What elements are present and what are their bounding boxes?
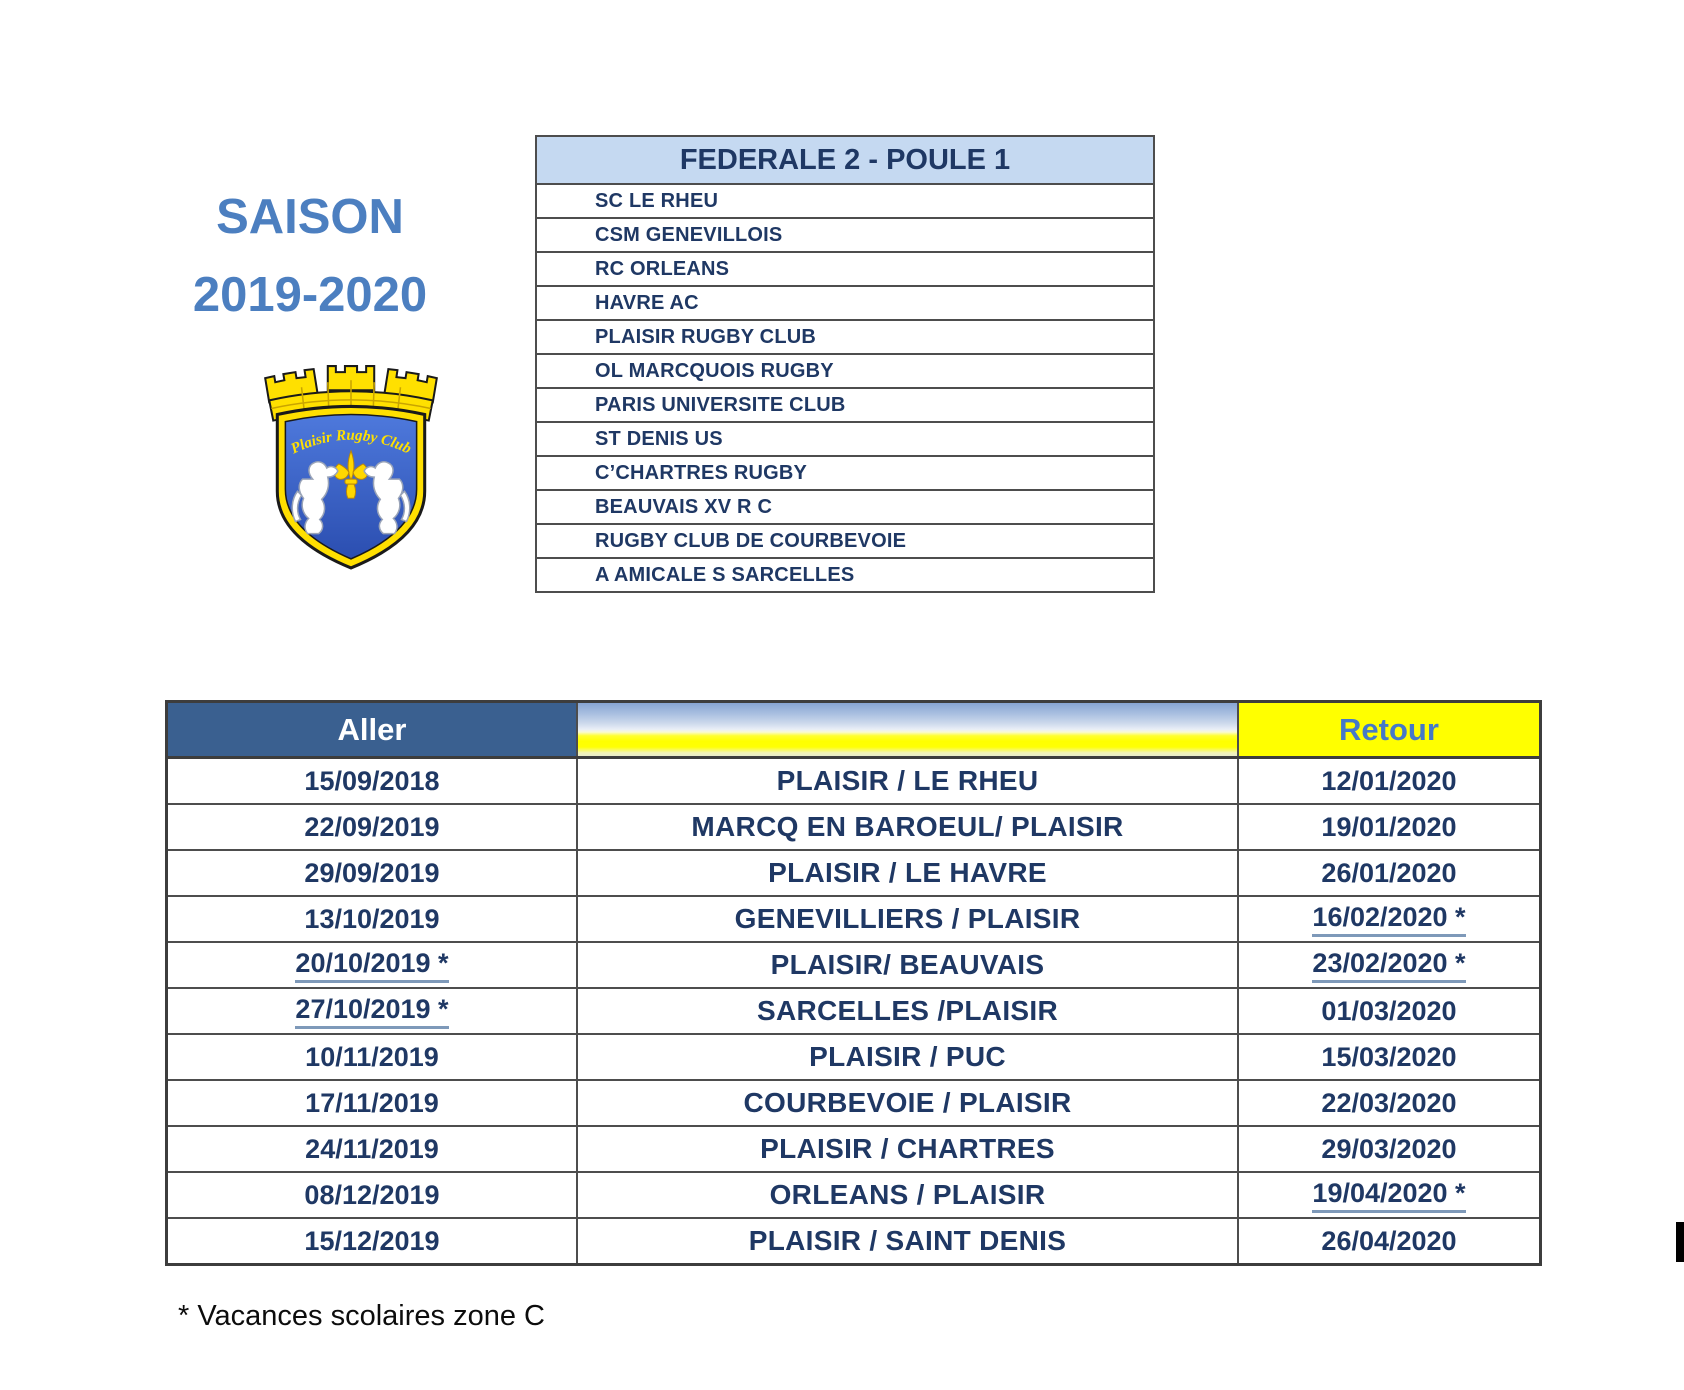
team-name: BEAUVAIS XV R C	[595, 495, 773, 518]
team-name: C’CHARTRES RUGBY	[595, 461, 808, 484]
schedule-table	[165, 700, 1542, 1266]
footnote-vacances: * Vacances scolaires zone C	[178, 1300, 545, 1332]
retour-date: 26/04/2020	[1321, 1225, 1457, 1256]
match-name: GENEVILLIERS / PLAISIR	[578, 897, 1239, 941]
team-name: SC LE RHEU	[595, 189, 719, 212]
retour-date: 19/01/2020	[1321, 811, 1457, 842]
schedule-row	[168, 1173, 1539, 1219]
team-row	[537, 491, 1153, 525]
schedule-body	[168, 759, 1539, 1263]
match-name: SARCELLES /PLAISIR	[578, 989, 1239, 1033]
schedule-row	[168, 851, 1539, 897]
match-column-header	[578, 703, 1239, 756]
poule-team-list	[537, 185, 1153, 591]
season-title-line1: SAISON	[216, 190, 404, 244]
aller-date: 15/12/2019	[168, 1219, 578, 1263]
plaisir-rugby-club-crest	[254, 360, 448, 572]
match-name: PLAISIR/ BEAUVAIS	[578, 943, 1239, 987]
match-name: ORLEANS / PLAISIR	[578, 1173, 1239, 1217]
team-name: A AMICALE S SARCELLES	[595, 563, 855, 586]
aller-date: 24/11/2019	[168, 1127, 578, 1171]
aller-date: 29/09/2019	[168, 851, 578, 895]
schedule-row	[168, 1035, 1539, 1081]
team-row	[537, 253, 1153, 287]
schedule-row	[168, 1127, 1539, 1173]
retour-date: 29/03/2020	[1321, 1133, 1457, 1164]
retour-date: 23/02/2020 *	[1239, 943, 1539, 987]
schedule-row	[168, 759, 1539, 805]
team-name: ST DENIS US	[595, 427, 723, 450]
schedule-row	[168, 805, 1539, 851]
retour-date: 19/04/2020 *	[1239, 1173, 1539, 1217]
poule-table-title: FEDERALE 2 - POULE 1	[537, 137, 1153, 185]
aller-date: 27/10/2019 *	[168, 989, 578, 1033]
aller-date: 17/11/2019	[168, 1081, 578, 1125]
team-row	[537, 423, 1153, 457]
aller-date: 22/09/2019	[168, 805, 578, 849]
match-name: PLAISIR / LE HAVRE	[578, 851, 1239, 895]
season-title	[150, 178, 470, 334]
team-name: CSM GENEVILLOIS	[595, 223, 783, 246]
retour-date: 15/03/2020	[1321, 1041, 1457, 1072]
aller-date: 15/09/2018	[168, 759, 578, 803]
aller-date: 10/11/2019	[168, 1035, 578, 1079]
schedule-row	[168, 989, 1539, 1035]
crest-club-name: Plaisir Rugby Club	[288, 427, 414, 458]
schedule-row	[168, 897, 1539, 943]
retour-date: 26/01/2020	[1321, 857, 1457, 888]
team-row	[537, 457, 1153, 491]
crest-graphic	[254, 360, 448, 572]
season-title-line2: 2019-2020	[192, 268, 428, 322]
team-name: HAVRE AC	[595, 291, 699, 314]
team-name: PARIS UNIVERSITE CLUB	[595, 393, 846, 416]
team-row	[537, 185, 1153, 219]
match-name: COURBEVOIE / PLAISIR	[578, 1081, 1239, 1125]
schedule-header-row	[168, 703, 1539, 759]
screen-edge-artifact	[1676, 1222, 1684, 1262]
match-name: PLAISIR / PUC	[578, 1035, 1239, 1079]
team-name: RC ORLEANS	[595, 257, 730, 280]
aller-date: 13/10/2019	[168, 897, 578, 941]
team-row	[537, 355, 1153, 389]
retour-column-header: Retour	[1239, 703, 1539, 756]
retour-date: 22/03/2020	[1321, 1087, 1457, 1118]
match-name: MARCQ EN BAROEUL/ PLAISIR	[578, 805, 1239, 849]
team-row	[537, 321, 1153, 355]
team-row	[537, 389, 1153, 423]
aller-column-header: Aller	[168, 703, 578, 756]
retour-date: 01/03/2020	[1321, 995, 1457, 1026]
match-name: PLAISIR / CHARTRES	[578, 1127, 1239, 1171]
team-name: RUGBY CLUB DE COURBEVOIE	[595, 529, 907, 552]
schedule-row	[168, 1081, 1539, 1127]
team-name: OL MARCQUOIS RUGBY	[595, 359, 834, 382]
schedule-row	[168, 943, 1539, 989]
team-row	[537, 559, 1153, 591]
team-row	[537, 287, 1153, 321]
aller-date: 20/10/2019 *	[168, 943, 578, 987]
aller-date: 08/12/2019	[168, 1173, 578, 1217]
schedule-row	[168, 1219, 1539, 1263]
team-row	[537, 219, 1153, 253]
match-name: PLAISIR / SAINT DENIS	[578, 1219, 1239, 1263]
match-name: PLAISIR / LE RHEU	[578, 759, 1239, 803]
retour-date: 12/01/2020	[1321, 765, 1457, 796]
team-row	[537, 525, 1153, 559]
team-name: PLAISIR RUGBY CLUB	[595, 325, 817, 348]
poule-table	[535, 135, 1155, 593]
retour-date: 16/02/2020 *	[1239, 897, 1539, 941]
